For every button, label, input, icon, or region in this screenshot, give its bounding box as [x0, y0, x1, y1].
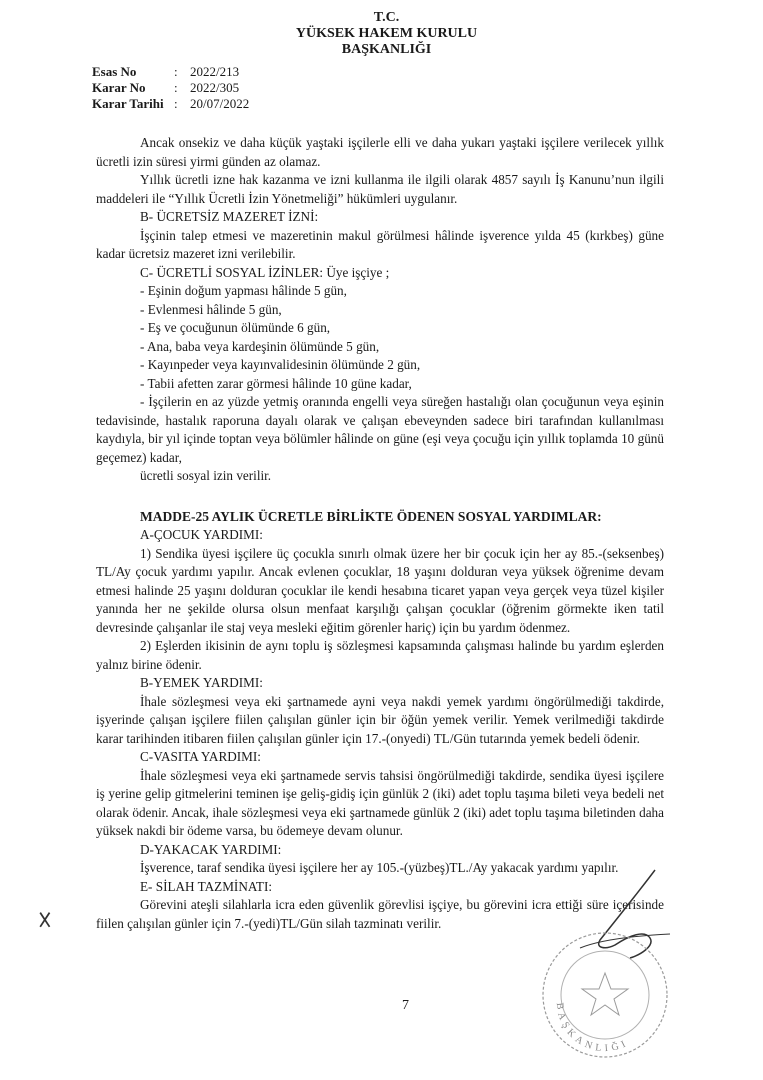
paragraph: 2) Eşlerden ikisinin de aynı toplu iş sözleşmesi kapsamında çalışması halinde bu yardım eşlerden yalnız birine ödenir. [96, 638, 664, 672]
page-number: 7 [402, 998, 409, 1013]
case-meta [92, 64, 249, 112]
header-presidency: BAŞKANLIĞI [341, 42, 432, 57]
section-title: B- ÜCRETSİZ MAZERET İZNİ: [140, 209, 319, 224]
paragraph: Görevini ateşli silahlarla icra eden güvenlik görevlisi işçiye, bu görevini icra ettiği süre içerisinde fiilen çalışılan günler için 7.-(yedi)TL/Gün silah tazminatı verilir. [96, 897, 664, 931]
list-item: - Ana, baba veya kardeşinin ölümünde 5 gün, [140, 338, 380, 354]
paragraph: İşverence, taraf sendika üyesi işçilere her ay 105.-(yüzbeş)TL./Ay yakacak yardımı yapılır. [140, 860, 619, 875]
list-item: - Eşinin doğum yapması hâlinde 5 gün, [140, 283, 347, 298]
section-title: B-YEMEK YARDIMI: [140, 675, 263, 690]
list-item: - İşçilerin en az yüzde yetmiş oranında engelli veya süreğen hastalığı olan çocuğunun veya eşinin tedavisinde, hastalık raporuna dayalı olarak ve çalışan ebeveynden sadece biri tarafından kullanılması kaydıyla, bir yıl içinde toptan veya bölümler hâlinde on güne (eşi veya çocuğu için yıllık toplamda 10 günü geçemez) kadar, [96, 394, 664, 465]
meta-label: Karar No [92, 80, 146, 95]
meta-colon: : [174, 96, 178, 111]
meta-value: 2022/305 [190, 80, 240, 95]
meta-row-esas [92, 64, 249, 80]
document-header [0, 10, 763, 58]
paragraph: ücretli sosyal izin verilir. [140, 468, 272, 483]
paragraph: 1) Sendika üyesi işçilere üç çocukla sınırlı olmak üzere her bir çocuk için her ay 85.-(seksenbeş) TL/Ay çocuk yardımı yapılır. Ancak evlenen çocuklar, 18 yaşını dolduran veya yüksek öğrenime devam etmesi halinde 25 yaşını dolduran çocuklar ile kendi hesabına ticaret yapan veya gerçek veya tüzel kişiler yanında her ne şekilde olursa olsun menfaat karşılığı çalışan çocuklar (öğrenim görmekte iken tatil devresinde çalışanlar ile staj veya mesleki eğitim görenler hariç) için bu yardım ödenmez. [96, 545, 664, 635]
list-item: - Tabii afetten zarar görmesi hâlinde 10 güne kadar, [140, 375, 412, 391]
seal-text: BAŞKANLIĞI [553, 1002, 632, 1055]
paragraph: İhale sözleşmesi veya eki şartnamede servis tahsisi öngörülmediği takdirde, sendika üyesi işçilere iş yerine gelip gitmelerini teminen işe geliş-gidiş için günlük 2 (iki) adet toplu taşıma bileti veya bedeli net olarak ödenir. Ancak, ihale sözleşmesi veya eki şartnamede günlük 2 (iki) adet toplu taşıma biletinden daha yüksek nakdi bir ödeme varsa, bu ödemeye devam olunur. [96, 767, 664, 838]
paragraph: Yıllık ücretli izne hak kazanma ve izni kullanma ile ilgili olarak 4857 sayılı İş Kanunu’nun ilgili maddeleri ile “Yıllık Ücretli İzin Yönetmeliği” hükümleri uygulanır. [96, 172, 664, 206]
handwritten-margin-mark: 𐌗 [38, 908, 52, 932]
meta-colon: : [174, 80, 178, 95]
list-item: - Evlenmesi hâlinde 5 gün, [140, 301, 282, 317]
document-body [96, 134, 664, 933]
meta-row-tarih [92, 96, 249, 112]
meta-label: Karar Tarihi [92, 96, 164, 111]
section-title: C- ÜCRETLİ SOSYAL İZİNLER: Üye işçiye ; [140, 264, 390, 280]
article-title: MADDE-25 AYLIK ÜCRETLE BİRLİKTE ÖDENEN SOSYAL YARDIMLAR: [140, 508, 602, 524]
list-item: - Eş ve çocuğunun ölümünde 6 gün, [140, 320, 331, 335]
meta-value: 2022/213 [190, 64, 240, 79]
meta-label: Esas No [92, 64, 137, 79]
header-institution: YÜKSEK HAKEM KURULU [295, 26, 478, 41]
meta-colon: : [174, 64, 178, 79]
meta-value: 20/07/2022 [190, 96, 250, 111]
header-tc: T.C. [373, 10, 400, 25]
list-item: - Kayınpeder veya kayınvalidesinin ölümünde 2 gün, [140, 357, 421, 372]
section-title: A-ÇOCUK YARDIMI: [140, 527, 263, 542]
section-title: E- SİLAH TAZMİNATI: [140, 878, 273, 894]
official-seal-icon [535, 925, 675, 1065]
section-title: D-YAKACAK YARDIMI: [140, 841, 282, 857]
meta-row-karar [92, 80, 249, 96]
section-title: C-VASITA YARDIMI: [140, 749, 261, 764]
paragraph: İhale sözleşmesi veya eki şartnamede ayni veya nakdi yemek yardımı öngörülmediği takdirde, işyerinde çalışan işçilere fiilen çalışılan günler için bir öğün yemek verilir. Yemek verilmediği takdirde karar tarihinden itibaren fiilen çalışılan günler için 17.-(onyedi) TL/Gün tutarında yemek bedeli ödenir. [96, 693, 664, 746]
paragraph: İşçinin talep etmesi ve mazeretinin makul görülmesi hâlinde işverence yılda 45 (kırkbeş) güne kadar ücretsiz mazeret izni verilebilir. [96, 227, 664, 261]
paragraph: Ancak onsekiz ve daha küçük yaştaki işçilerle elli ve daha yukarı yaştaki işçilere verilecek yıllık ücretli izin süresi yirmi günden az olamaz. [96, 135, 664, 169]
